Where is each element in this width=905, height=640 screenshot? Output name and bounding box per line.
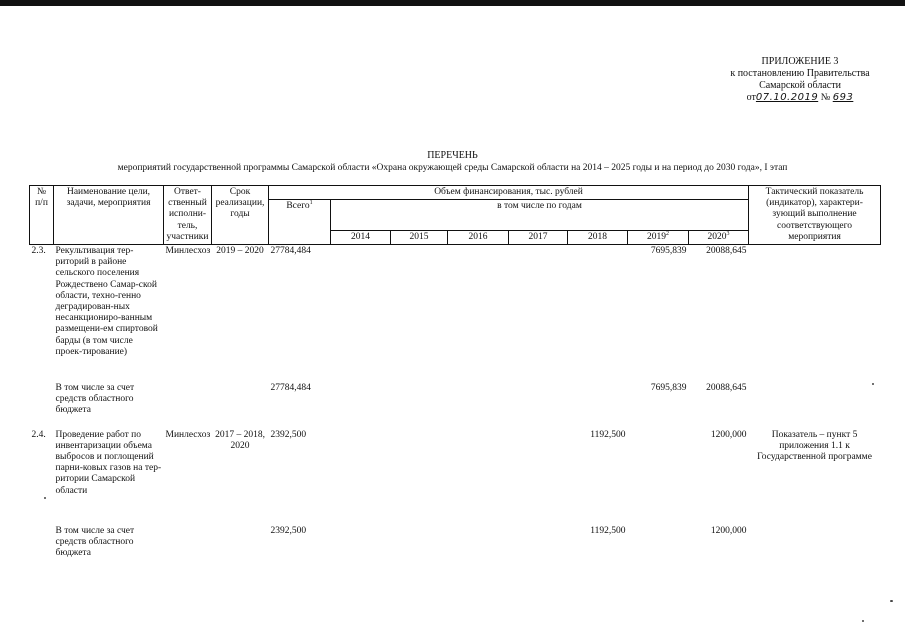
scan-speck (890, 600, 893, 602)
row-num (30, 525, 54, 565)
header-total-label: Всего (286, 201, 310, 212)
row-indicator (749, 525, 881, 565)
header-year-2017: 2017 (509, 230, 568, 244)
row-num (30, 382, 54, 429)
row-2020: 20088,645 (689, 245, 749, 382)
row-name: Рекультивация тер-риторий в районе сельского поселения Рождествено Самар-ской области, техно-генно деградирован-ных несанкциониро-ванным размещени-ем спиртовой барды (в том числе проек-тирование) (54, 245, 164, 382)
row-name: В том числе за счет средств областного бюджета (55, 525, 135, 558)
row-2015 (391, 525, 448, 565)
row-2018: 1192,500 (590, 429, 626, 440)
row-2017 (509, 382, 568, 429)
row-2017 (509, 245, 568, 382)
header-total (269, 200, 331, 245)
row-term (212, 525, 269, 565)
table-row (30, 429, 881, 525)
row-2019 (628, 525, 689, 565)
row-2020: 1200,000 (710, 429, 747, 440)
date-prefix: от (746, 92, 756, 103)
row-2015 (391, 382, 448, 429)
scan-top-border (0, 0, 905, 6)
header-year-2020-label: 2020 (707, 231, 727, 242)
row-2014 (331, 429, 391, 525)
header-num: № п/п (30, 186, 54, 245)
row-responsible (164, 525, 212, 565)
row-num: 2.4. (31, 429, 46, 440)
header-total-note: 1 (309, 200, 313, 207)
table-row (30, 245, 881, 382)
header-responsible: Ответ-ственный исполни-тель, участники (164, 186, 212, 245)
header-year-2019 (628, 230, 689, 244)
row-total: 27784,484 (269, 245, 331, 382)
table-row (30, 525, 881, 565)
row-2014 (331, 525, 391, 565)
row-2020: 20088,645 (706, 382, 747, 393)
header-year-2016: 2016 (448, 230, 509, 244)
row-2016 (448, 525, 509, 565)
row-2019 (628, 429, 689, 525)
row-indicator (749, 382, 881, 429)
row-responsible (164, 382, 212, 429)
document-subtitle: мероприятий государственной программы Самарской области «Охрана окружающей среды Самарской области на 2014 – 2025 годы и на период до 2030 года», I этап (117, 163, 788, 173)
row-2016 (448, 245, 509, 382)
row-responsible: Минлесхоз (165, 429, 211, 440)
header-by-years: в том числе по годам (331, 200, 749, 231)
header-term: Срок реализации, годы (212, 186, 269, 245)
row-indicator (749, 245, 881, 382)
row-2016 (448, 429, 509, 525)
row-indicator: Показатель – пункт 5 приложения 1.1 к Государственной программе (757, 429, 872, 462)
appendix-date-number (700, 92, 900, 104)
row-term: 2017 – 2018, 2020 (215, 429, 265, 451)
measures-table (29, 185, 881, 565)
scan-speck (44, 497, 46, 499)
header-year-2015: 2015 (391, 230, 448, 244)
header-year-2014: 2014 (331, 230, 391, 244)
row-2018 (568, 382, 628, 429)
scan-speck (872, 383, 874, 385)
row-2014 (331, 245, 391, 382)
row-term (212, 382, 269, 429)
row-total: 2392,500 (270, 525, 307, 536)
header-funding: Объем финансирования, тыс. рублей (269, 186, 749, 200)
row-name: В том числе за счет средств областного бюджета (55, 382, 135, 415)
row-2018: 1192,500 (590, 525, 626, 536)
row-num: 2.3. (30, 245, 54, 382)
row-2017 (509, 525, 568, 565)
row-2019: 7695,839 (628, 245, 689, 382)
row-2016 (448, 382, 509, 429)
row-total: 27784,484 (270, 382, 311, 393)
handwritten-date: 07.10.2019 (755, 92, 819, 103)
header-year-2020 (689, 230, 749, 244)
header-year-2018: 2018 (568, 230, 628, 244)
row-name: Проведение работ по инвентаризации объема выбросов и поглощений парни-ковых газов на тер-ритории Самарской области (55, 429, 162, 496)
row-2015 (391, 245, 448, 382)
header-year-2019-label: 2019 (647, 231, 666, 242)
row-total: 2392,500 (270, 429, 307, 440)
row-2014 (331, 382, 391, 429)
row-2015 (391, 429, 448, 525)
handwritten-number: 693 (832, 92, 854, 103)
table-row (30, 382, 881, 429)
appendix-title: ПРИЛОЖЕНИЕ 3 (761, 56, 839, 67)
row-2019: 7695,839 (650, 382, 687, 393)
row-2020: 1200,000 (710, 525, 747, 536)
header-indicator: Тактический показатель (индикатор), характери-зующий выполнение соответствующего мероприятия (749, 186, 881, 245)
appendix-resolution: к постановлению Правительства (730, 68, 870, 79)
row-term: 2019 – 2020 (212, 245, 269, 382)
appendix-region: Самарской области (759, 80, 841, 91)
header-year-2019-note: 2 (666, 230, 669, 237)
scan-speck (862, 620, 864, 622)
row-2018 (568, 245, 628, 382)
row-responsible: Минлесхоз (164, 245, 212, 382)
appendix-header (700, 56, 900, 104)
header-name: Наименование цели, задачи, мероприятия (54, 186, 164, 245)
row-2017 (509, 429, 568, 525)
document-title: ПЕРЕЧЕНЬ (427, 150, 478, 161)
number-prefix: № (820, 92, 831, 103)
header-year-2020-note: 3 (726, 230, 730, 237)
